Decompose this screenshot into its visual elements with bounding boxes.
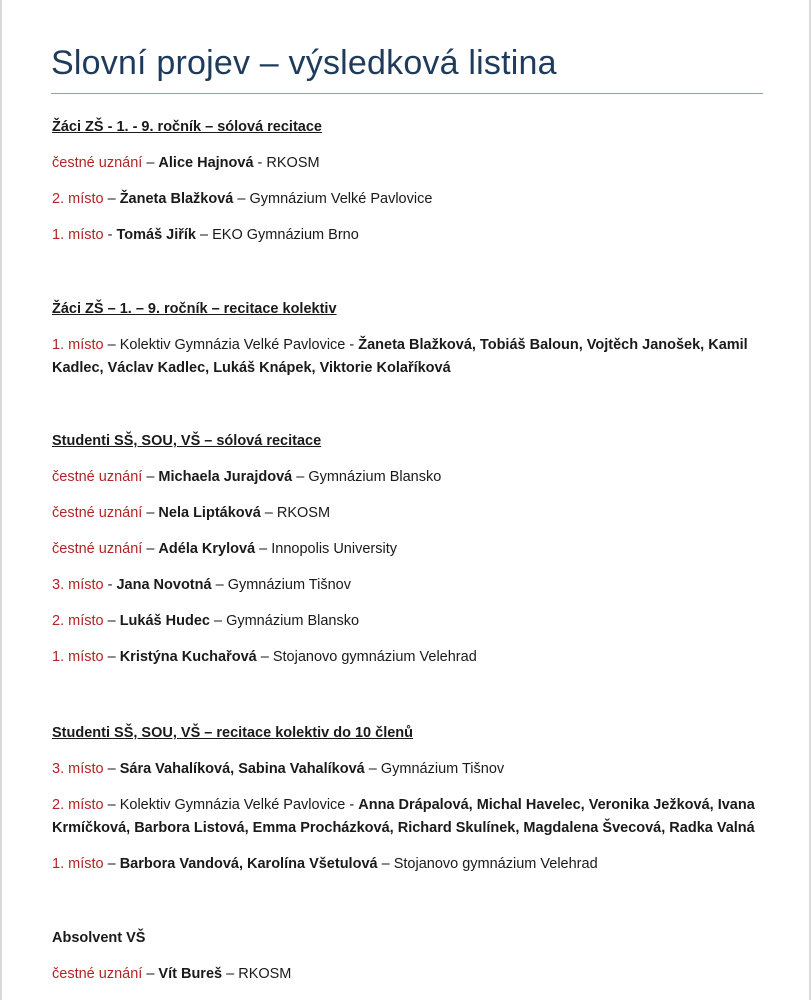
section-heading: Studenti SŠ, SOU, VŠ – sólová recitace [52,433,322,449]
result-entry [52,188,764,211]
result-name: Žaneta Blažková, Tobiáš Baloun, Vojtěch Janošek, Kamil Kadlec, Václav Kadlec, Lukáš Knápek, Viktorie Kolaříková [52,337,748,376]
result-place: 3. místo [52,577,108,593]
result-name: Vít Bureš [158,966,223,982]
separator: – [142,505,159,521]
separator: – [142,469,159,485]
page-title: Slovní projev – výsledková listina [51,44,557,82]
result-entry [52,152,764,175]
result-institution: Stojanovo gymnázium Velehrad [272,649,477,665]
section-heading: Absolvent VŠ [52,930,146,946]
result-institution: Gymnázium Tišnov [227,577,351,593]
result-name: Tomáš Jiřík [116,227,196,243]
result-place: čestné uznání [52,966,143,982]
result-entry [52,224,764,247]
separator: - [107,577,117,593]
result-entry [52,538,764,561]
result-entry [52,610,764,633]
separator: - [253,155,267,171]
result-name: Anna Drápalová, Michal Havelec, Veronika Ježková, Ivana Krmíčková, Barbora Listová, Emma Procházková, Richard Skulínek, Magdalena Švecová, Radka Valná [52,797,755,836]
separator: – [196,227,213,243]
result-entry [52,963,764,986]
result-name: Barbora Vandová, Karolína Všetulová [119,856,378,872]
result-place: 2. místo [52,191,104,207]
result-place: 2. místo [52,797,104,813]
result-name: Žaneta Blažková [119,191,234,207]
section-zs-collective [52,298,764,380]
separator: – [142,155,159,171]
result-institution: RKOSM [238,966,292,982]
title-divider [51,93,763,94]
result-entry [52,334,764,380]
section-graduate [52,927,764,986]
result-entry [52,646,764,669]
result-group: Kolektiv Gymnázia Velké Pavlovice - [119,337,359,353]
result-place: čestné uznání [52,469,143,485]
separator: – [103,191,120,207]
result-institution: Gymnázium Velké Pavlovice [249,191,433,207]
result-name: Alice Hajnová [158,155,254,171]
result-place: 1. místo [52,856,104,872]
result-entry [52,466,764,489]
result-name: Lukáš Hudec [119,613,210,629]
separator: – [256,649,273,665]
result-place: 3. místo [52,761,104,777]
result-institution: RKOSM [266,155,320,171]
result-place: 2. místo [52,613,104,629]
result-place: čestné uznání [52,541,143,557]
result-institution: Innopolis University [271,541,397,557]
result-place: 1. místo [52,337,104,353]
separator: – [103,797,120,813]
result-entry [52,794,764,840]
separator: – [233,191,250,207]
result-name: Michaela Jurajdová [158,469,293,485]
separator: – [142,541,159,557]
result-place: 1. místo [52,649,104,665]
result-name: Nela Liptáková [158,505,261,521]
result-name: Kristýna Kuchařová [119,649,257,665]
result-place: čestné uznání [52,505,143,521]
separator: – [364,761,381,777]
separator: - [103,227,117,243]
result-entry [52,574,764,597]
result-institution: Gymnázium Tišnov [380,761,505,777]
section-ss-solo [52,430,764,669]
separator: – [103,337,120,353]
separator: – [103,613,120,629]
separator: – [260,505,277,521]
separator: – [103,649,120,665]
result-entry [52,853,764,876]
result-entry [52,758,764,781]
result-name: Sára Vahalíková, Sabina Vahalíková [119,761,365,777]
separator: – [222,966,239,982]
separator: – [142,966,159,982]
result-name: Adéla Krylová [158,541,256,557]
section-heading: Žáci ZŠ – 1. – 9. ročník – recitace kolektiv [52,301,337,317]
section-zs-solo [52,116,764,247]
separator: – [377,856,394,872]
separator: – [255,541,272,557]
result-institution: EKO Gymnázium Brno [212,227,359,243]
result-place: 1. místo [52,227,104,243]
result-name: Jana Novotná [116,577,212,593]
separator: – [211,577,228,593]
separator: – [292,469,309,485]
result-institution: Gymnázium Blansko [226,613,360,629]
section-ss-collective [52,722,764,876]
result-institution: RKOSM [276,505,331,521]
result-institution: Gymnázium Blansko [308,469,442,485]
result-place: čestné uznání [52,155,143,171]
separator: – [209,613,227,629]
result-institution: Stojanovo gymnázium Velehrad [393,856,598,872]
separator: – [103,856,120,872]
result-group: Kolektiv Gymnázia Velké Pavlovice - [119,797,359,813]
section-heading: Studenti SŠ, SOU, VŠ – recitace kolektiv do 10 členů [52,725,414,741]
separator: – [103,761,120,777]
section-heading: Žáci ZŠ - 1. - 9. ročník – sólová recitace [52,119,322,135]
result-entry [52,502,764,525]
